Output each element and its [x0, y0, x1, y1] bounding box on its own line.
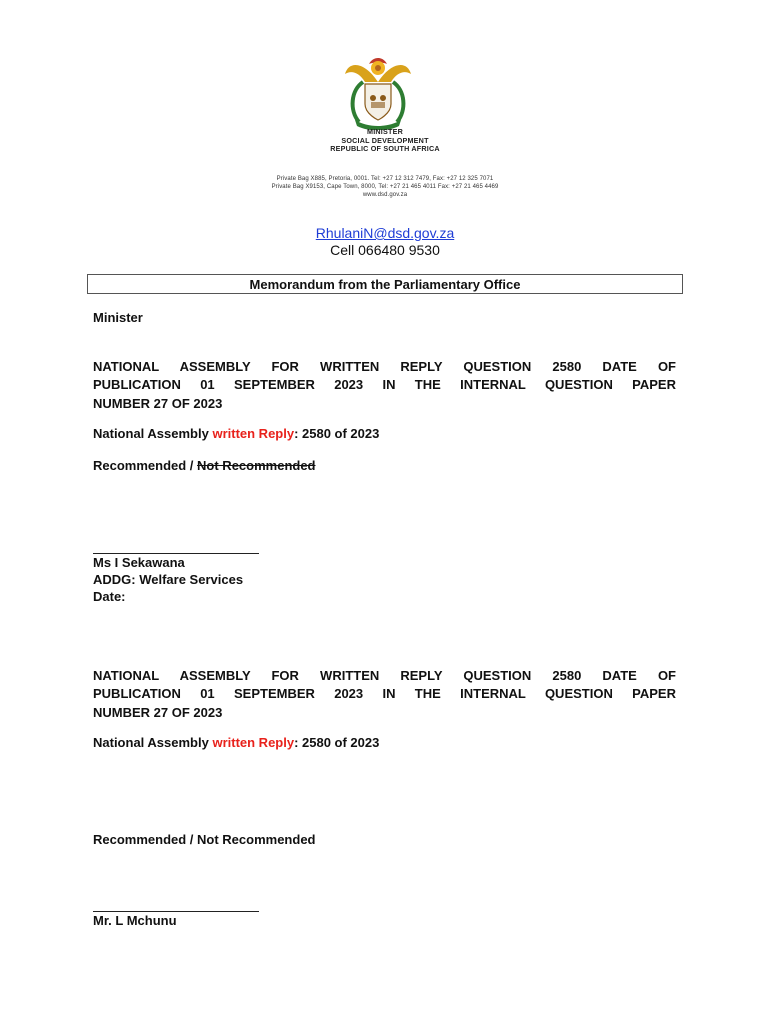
- question-line: PUBLICATION 01 SEPTEMBER 2023 IN THE INTERNAL QUESTION PAPER: [93, 377, 676, 393]
- reply-highlight: written Reply: [212, 735, 295, 750]
- address-line: Private Bag X885, Pretoria, 0001. Tel: +27 12 312 7479, Fax: +27 12 325 7071: [276, 176, 494, 182]
- org-line: SOCIAL DEVELOPMENT: [341, 135, 429, 145]
- coat-of-arms-icon: [343, 52, 413, 130]
- question-line: NATIONAL ASSEMBLY FOR WRITTEN REPLY QUESTION 2580 DATE OF: [93, 359, 676, 374]
- addressee: Minister: [93, 310, 143, 325]
- question-line: NUMBER 27 OF 2023: [93, 704, 223, 720]
- ministry-title-block: [0, 128, 770, 154]
- reply-line-1: [93, 425, 379, 443]
- reply-suffix: : 2580 of 2023: [294, 426, 380, 441]
- recommendation-line-1: [93, 457, 316, 475]
- reply-suffix: : 2580 of 2023: [294, 735, 380, 750]
- signatory-name-2: Mr. L Mchunu: [93, 913, 177, 928]
- recommended-label: Recommended /: [93, 458, 198, 473]
- address-line: Private Bag X9153, Cape Town, 8000, Tel: +27 21 465 4011 Fax: +27 21 465 4469: [271, 184, 499, 191]
- memo-title: Memorandum from the Parliamentary Office: [87, 274, 683, 294]
- question-line: PUBLICATION 01 SEPTEMBER 2023 IN THE INTERNAL QUESTION PAPER: [93, 686, 676, 702]
- question-line: NUMBER 27 OF 2023: [93, 395, 223, 411]
- email-link[interactable]: RhulaniN@dsd.gov.za: [315, 225, 455, 241]
- recommendation-line-2: Recommended / Not Recommended: [93, 832, 316, 847]
- reply-highlight: written Reply: [212, 426, 295, 441]
- address-block: [0, 175, 770, 200]
- cell-number: Cell 066480 9530: [330, 242, 440, 258]
- question-heading-2: [93, 667, 676, 722]
- org-line: REPUBLIC OF SOUTH AFRICA: [330, 144, 440, 154]
- signatory-name: Ms I Sekawana: [93, 555, 185, 570]
- reply-line-2: [93, 734, 379, 752]
- date-label: Date:: [93, 589, 126, 604]
- question-line: NATIONAL ASSEMBLY FOR WRITTEN REPLY QUESTION 2580 DATE OF: [93, 668, 676, 683]
- website-line: www.dsd.gov.za: [362, 192, 408, 199]
- signatory-title: ADDG: Welfare Services: [93, 572, 244, 587]
- reply-prefix: National Assembly: [93, 735, 213, 750]
- org-line: MINISTER: [367, 127, 403, 136]
- question-heading-1: [93, 358, 676, 413]
- signatory-block-1: [93, 554, 243, 605]
- not-recommended-struck: Not Recommended: [197, 458, 316, 473]
- reply-prefix: National Assembly: [93, 426, 213, 441]
- contact-block: [0, 225, 770, 259]
